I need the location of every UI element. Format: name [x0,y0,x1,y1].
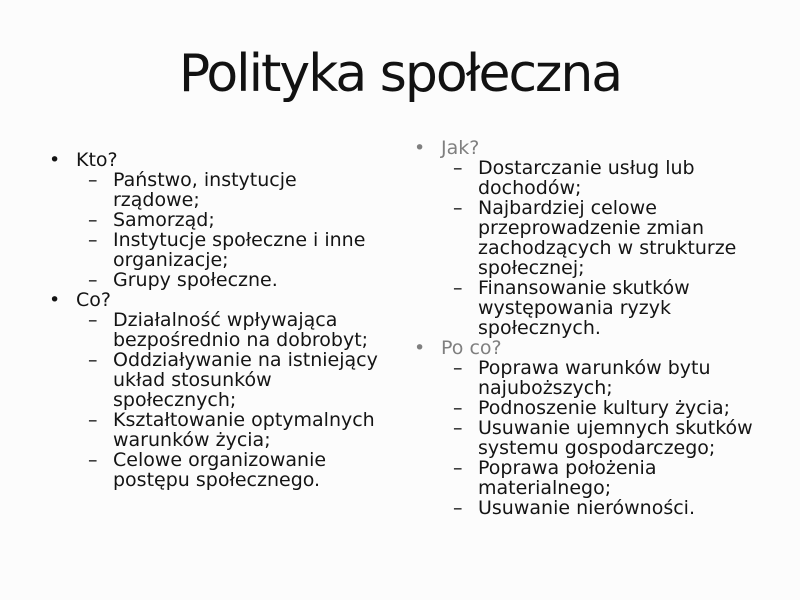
sub-item-line-left-1-2-1 [40,430,378,450]
item-text: przeprowadzenie zmian [478,217,705,239]
bullet-item-left-1 [40,290,378,310]
item-text: Kształtowanie optymalnych [113,409,375,431]
item-text: Samorząd; [113,209,215,231]
dash-icon: – [453,357,463,379]
dash-icon: – [453,457,463,479]
item-text: Grupy społeczne. [113,269,278,291]
item-text: Państwo, instytucje [113,169,297,191]
sub-item-line-left-0-0-1 [40,190,378,210]
item-text: organizacje; [113,249,229,271]
slide-title: Polityka społeczna [178,44,622,104]
item-text: Poprawa warunków bytu [478,357,711,379]
dash-icon: – [88,309,98,331]
bullet-icon: • [414,337,426,359]
sub-item-line-left-0-2-0 [40,230,378,250]
sub-item-line-right-1-4-0 [405,498,753,518]
item-text: warunków życia; [113,429,271,451]
item-text: Oddziaływanie na istniejący [113,349,378,371]
bullet-icon: • [49,289,61,311]
sub-item-line-left-1-3-1 [40,470,378,490]
bullet-icon: • [49,149,61,171]
item-text: Najbardziej celowe [478,197,657,219]
item-text: Dostarczanie usług lub [478,157,695,179]
bullet-item-right-0 [405,138,753,158]
item-text: zachodzących w strukturze [478,237,737,259]
sub-item-line-left-1-1-1 [40,370,378,390]
item-text: systemu gospodarczego; [478,437,716,459]
item-text: dochodów; [478,177,582,199]
sub-item-line-right-0-0-1 [405,178,753,198]
column-left [40,150,378,490]
sub-item-line-right-0-1-3 [405,258,753,278]
bullet-item-right-1 [405,338,753,358]
item-text: występowania ryzyk [478,297,671,319]
bullet-item-left-0 [40,150,378,170]
sub-item-line-right-0-2-1 [405,298,753,318]
dash-icon: – [88,269,98,291]
sub-item-line-right-1-0-1 [405,378,753,398]
item-text: postępu społecznego. [113,469,321,491]
item-text: bezpośrednio na dobrobyt; [113,329,369,351]
sub-item-line-right-1-1-0 [405,398,753,418]
item-text: Instytucje społeczne i inne [113,229,366,251]
item-text: Kto? [76,149,118,171]
item-text: Co? [76,289,111,311]
item-text: najuboższych; [478,377,613,399]
sub-item-line-right-0-1-0 [405,198,753,218]
sub-item-line-right-0-1-2 [405,238,753,258]
dash-icon: – [88,449,98,471]
sub-item-line-left-0-2-1 [40,250,378,270]
sub-item-line-right-0-0-0 [405,158,753,178]
dash-icon: – [453,277,463,299]
item-text: Poprawa położenia [478,457,657,479]
item-text: Usuwanie nierówności. [478,497,695,519]
dash-icon: – [88,349,98,371]
dash-icon: – [453,197,463,219]
sub-item-line-left-1-0-0 [40,310,378,330]
sub-item-line-left-1-1-2 [40,390,378,410]
sub-item-line-right-0-1-1 [405,218,753,238]
sub-item-line-left-0-0-0 [40,170,378,190]
item-text: społecznych. [478,317,601,339]
sub-item-line-left-0-3-0 [40,270,378,290]
sub-item-line-left-1-3-0 [40,450,378,470]
sub-item-line-right-1-2-1 [405,438,753,458]
item-text: układ stosunków [113,369,272,391]
sub-item-line-right-1-0-0 [405,358,753,378]
item-text: Działalność wpływająca [113,309,338,331]
dash-icon: – [88,229,98,251]
sub-item-line-right-1-3-0 [405,458,753,478]
column-right [405,138,753,518]
sub-item-line-left-0-1-0 [40,210,378,230]
sub-item-line-right-1-2-0 [405,418,753,438]
item-text: Finansowanie skutków [478,277,690,299]
sub-item-line-right-0-2-0 [405,278,753,298]
item-text: społecznych; [113,389,237,411]
dash-icon: – [88,169,98,191]
item-text: Usuwanie ujemnych skutków [478,417,753,439]
sub-item-line-left-1-0-1 [40,330,378,350]
dash-icon: – [453,397,463,419]
bullet-icon: • [414,137,426,159]
item-text: Jak? [441,137,480,159]
sub-item-line-right-1-3-1 [405,478,753,498]
item-text: materialnego; [478,477,612,499]
item-text: społecznej; [478,257,585,279]
dash-icon: – [453,417,463,439]
sub-item-line-right-0-2-2 [405,318,753,338]
item-text: Podnoszenie kultury życia; [478,397,731,419]
sub-item-line-left-1-2-0 [40,410,378,430]
dash-icon: – [88,209,98,231]
item-text: Po co? [441,337,502,359]
sub-item-line-left-1-1-0 [40,350,378,370]
dash-icon: – [88,409,98,431]
dash-icon: – [453,497,463,519]
item-text: Celowe organizowanie [113,449,327,471]
item-text: rządowe; [113,189,200,211]
dash-icon: – [453,157,463,179]
